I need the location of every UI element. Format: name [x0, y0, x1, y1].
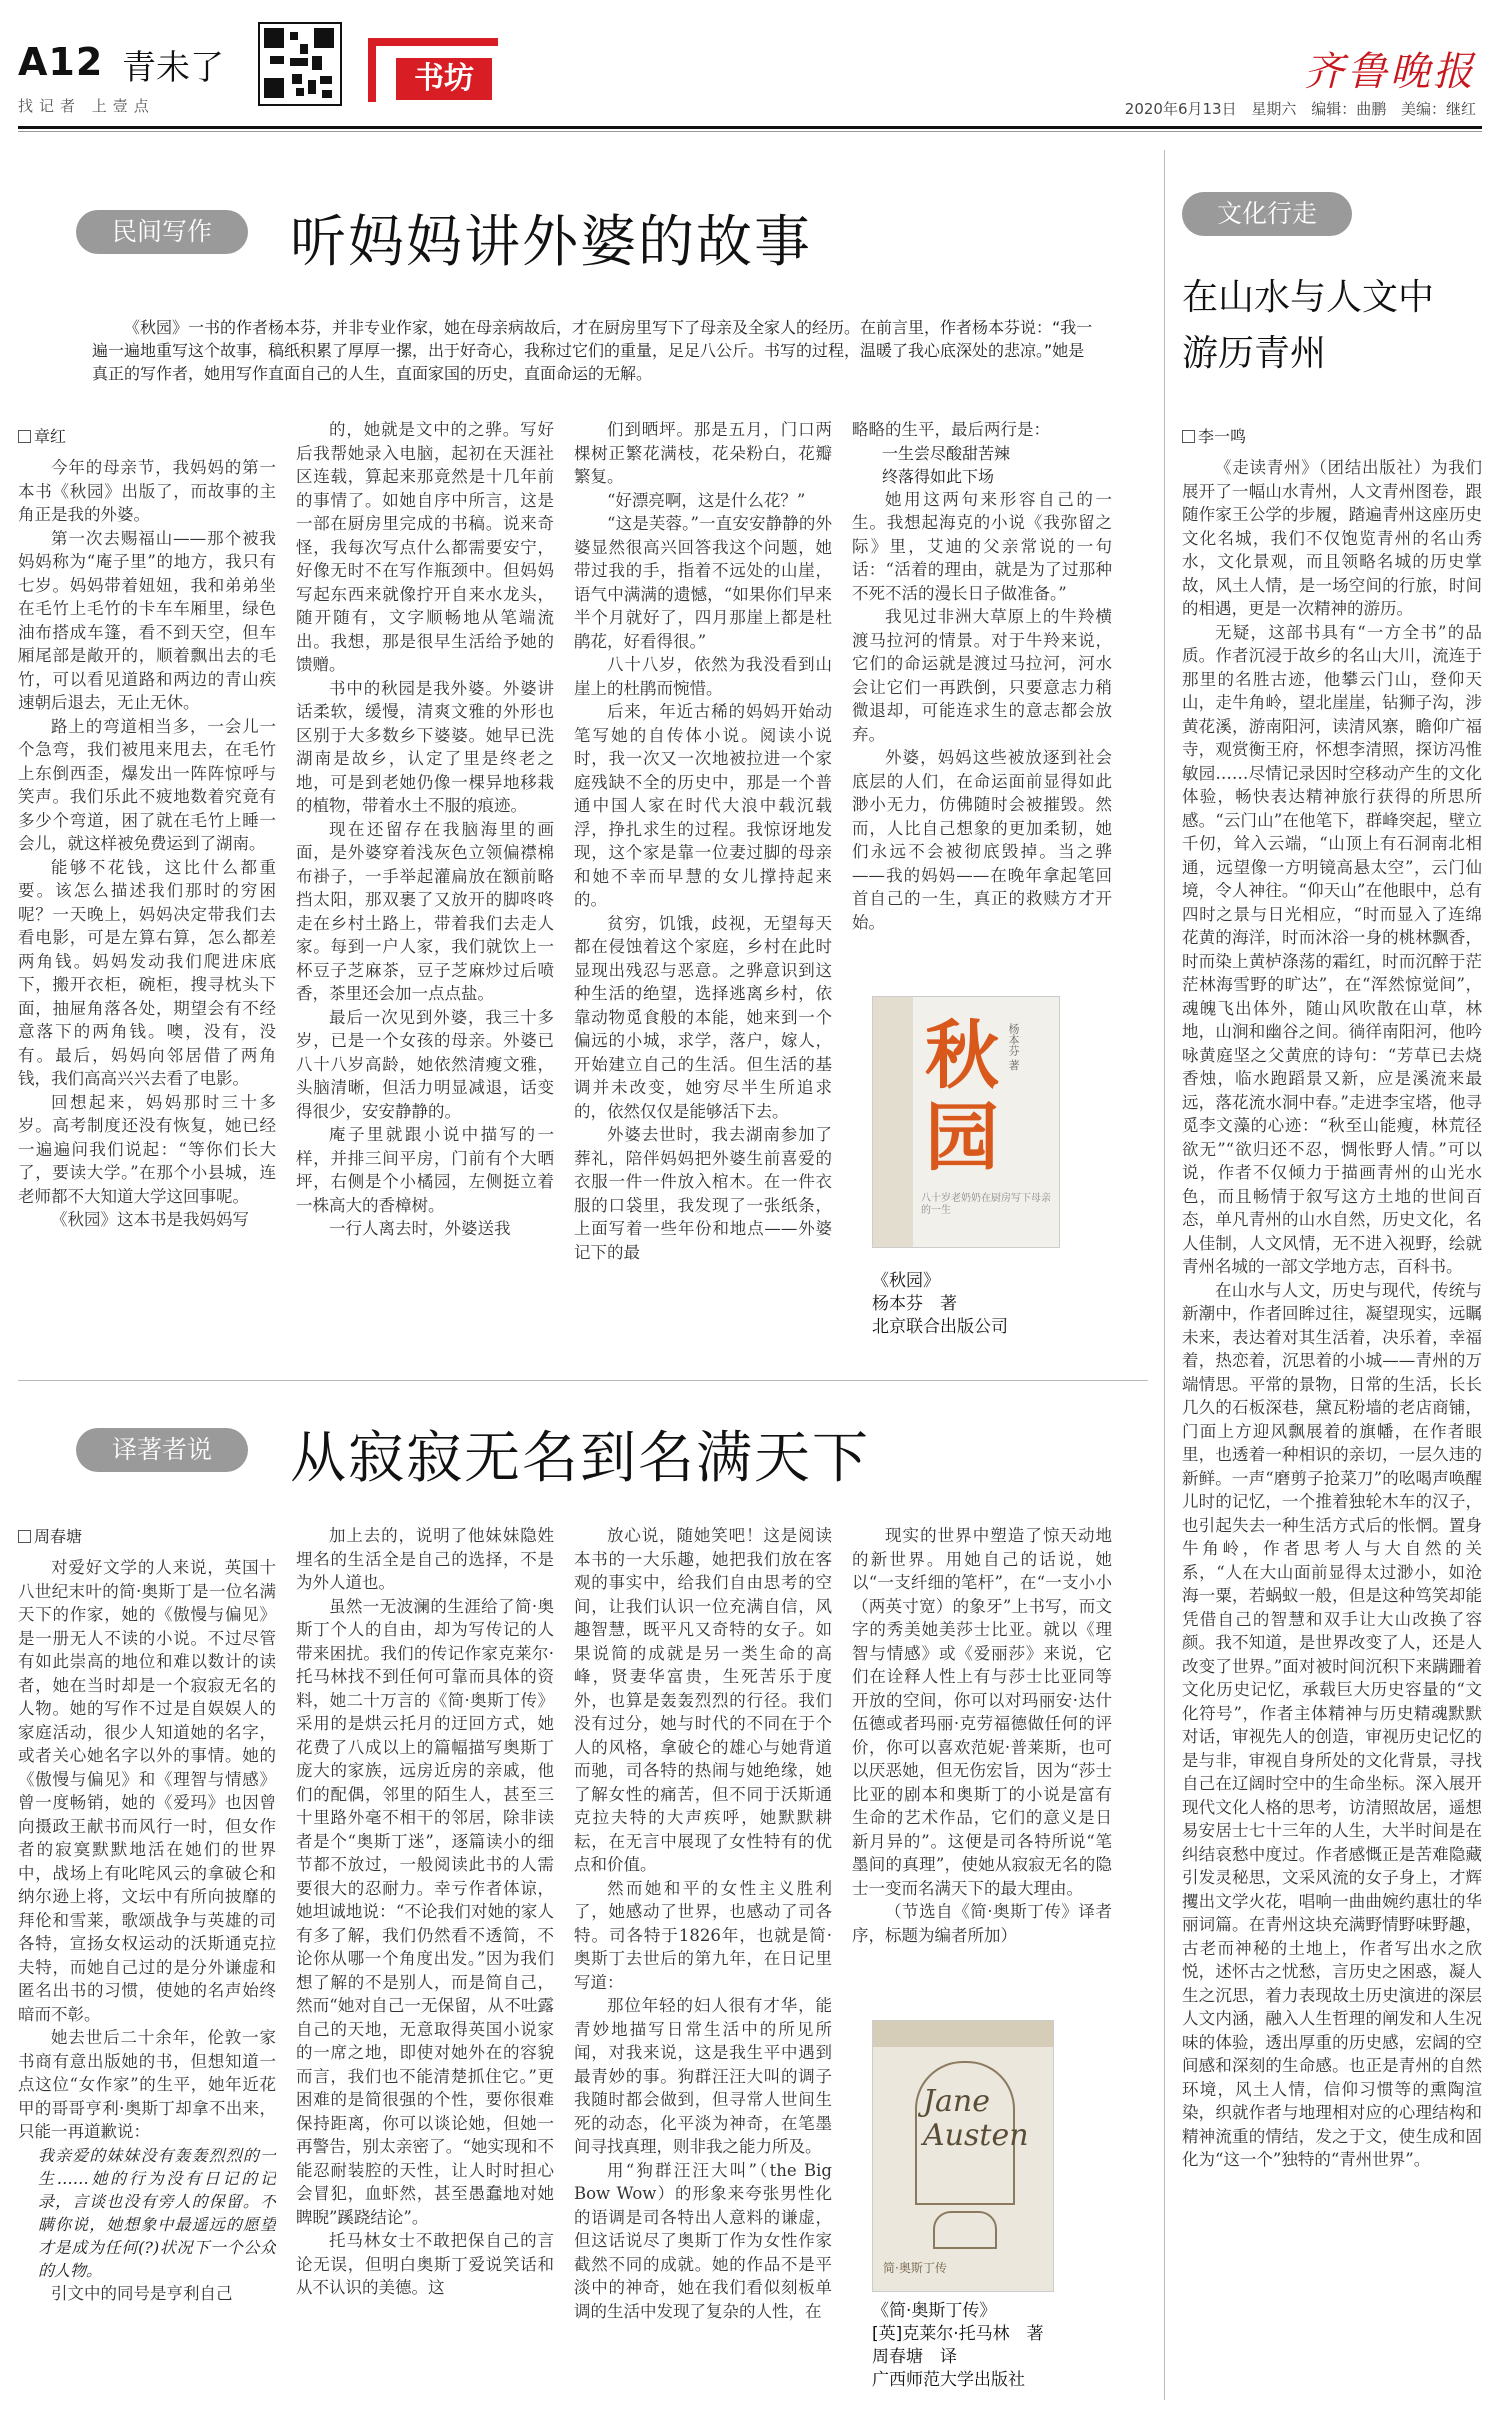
section-name: 青未了: [122, 48, 224, 88]
book-cover-title: 秋园: [925, 1013, 999, 1181]
section-tag-translator: 译著者说: [76, 1428, 248, 1472]
column-tab-label: 书坊: [396, 58, 492, 100]
article2-column-2: 加上去的，说明了他妹妹隐姓埋名的生活全是自己的选择，不是为外人道也。 虽然一无波澜的生涯给了简·奥斯丁个人的自由，却为写传记的人带来困扰。我们的传记作家克莱尔·托马林找不到任何可靠而具体的资料，她二十万言的《简·奥斯丁传》采用的是烘云托月的迂回方式，她花费了八成以上的篇幅描写奥斯丁庞大的家族，远房近房的亲戚，他们的配偶，邻里的陌生人，甚至三十里路外毫不相干的邻居，除非读者是个“奥斯丁迷”，逐篇读小的细节都不放过，一般阅读此书的人需要很大的忍耐力。幸亏作者体谅，她坦诚地说：“不论我们对她的家人有多了解，我们仍然看不透简，不论你从哪一个角度出发。”因为我们想了解的不是别人，而是简自己，然而“她对自己一无保留，从不吐露自己的天地，无意取得英国小说家的一席之地，即使对她外在的容貌而言，我们也不能清楚抓住它。”更困难的是简很强的个性，要你很难保持距离，你可以谈论她，但她一再警告，别太亲密了。“她实现和不能忍耐装腔的天性，让人时时担心会冒犯，血虾然，甚至愚蠢地对她睥睨”蹊跷结论”。 托马林女士不敢把保自己的言论无误，但明白奥斯丁爱说笑话和从不认识的美德。这: [296, 1526, 554, 2297]
column-tab: [368, 28, 498, 102]
article2-author: 周春塘: [18, 1524, 82, 1547]
newspaper-name: 齐鲁晚报: [1304, 49, 1476, 95]
article3-author: 李一鸣: [1182, 424, 1246, 447]
book-cover-jane-austen: [872, 2020, 1054, 2292]
header-rule: [18, 126, 1482, 129]
article1-author: 章红: [18, 424, 66, 447]
issue-weekday: 星期六: [1251, 100, 1297, 118]
book-spine: [873, 997, 913, 1247]
excerpt-note: （节选自《简·奥斯丁传》译者序，标题为编者所加）: [852, 1902, 1112, 1945]
article1-column-1: 今年的母亲节，我妈妈的第一本书《秋园》出版了，而故事的主角正是我的外婆。 第一次去赐福山——那个被我妈妈称为“庵子里”的地方，我只有七岁。妈妈带着妞妞，我和弟弟坐在毛竹上毛竹的卡车车厢里，绿色油布搭成车篷，看不到天空，但车厢尾部是敞开的，顺着飘出去的毛竹，可以看见道路和两边的青山疾速朝后退去，无止无休。 路上的弯道相当多，一会儿一个急弯，我们被甩来甩去，在毛竹上东倒西歪，爆发出一阵阵惊呼与笑声。我们乐此不疲地数着究竟有多少个弯道，困了就在毛竹上睡一会儿，就这样被免费运到了湖南。 能够不花钱，这比什么都重要。该怎么描述我们那时的穷困呢？一天晚上，妈妈决定带我们去看电影，可是左算右算，怎么都差两角钱。妈妈发动我们爬进床底下，搬开衣柜，碗柜，搜寻枕头下面，抽屉角落各处，期望会有不经意落下的两角钱。噢，没有，没有。最后，妈妈向邻居借了两角钱，我们高高兴兴去看了电影。 回想起来，妈妈那时三十多岁。高考制度还没有恢复，她已经一遍遍问我们说起：“等你们长大了，要读大学。”在那个小县城，连老师都不大知道大学这回事呢。 《秋园》这本书是我妈妈写: [18, 458, 276, 1229]
article1-lead: 《秋园》一书的作者杨本芬，并非专业作家，她在母亲病故后，才在厨房里写下了母亲及全家人的经历。在前言里，作者杨本芬说：“我一遍一遍地重写这个故事，稿纸积累了厚厚一摞，出于好奇心，我称过它们的重量，足足八公斤。书写的过程，温暖了我心底深处的悲凉。”她是真正的写作者，她用写作直面自己的人生，直面家国的历史，直面命运的无解。: [92, 318, 1093, 383]
poem-lines: 一生尝尽酸甜苦辣 终落得如此下场: [882, 443, 1011, 486]
book-cover-band: [873, 2021, 1053, 2047]
quote-henry: 我亲爱的妹妹没有轰轰烈烈的一生……她的行为没有日记的记录，言谈也没有旁人的保留。不瞒你说，她想象中最遥远的愿望才是成为任何(?)状况下一个公众的人物。: [38, 2145, 276, 2280]
book-cover-subtitle: 简·奥斯丁传: [883, 2261, 947, 2275]
article2-column-4: 现实的世界中塑造了惊天动地的新世界。用她自己的话说，她以“一支纤细的笔杆”，在“一支小小（两英寸宽）的象牙”上书写，而文字的秀美她美莎士比亚。就以《理智与情感》或《爱丽莎》来说，它们在诠释人性上有与莎士比亚同等开放的空间，你可以对玛丽安·达什伍德或者玛丽·克劳福德做任何的评价，你可以喜欢范妮·普莱斯，也可以厌恶她，但无伤宏旨，因为“莎士比亚的剧本和奥斯丁的小说是富有生命的艺术作品，它们的意义是日新月异的”。这便是司各特所说“笔墨间的真理”，使她从寂寂无名的隐士一变而名满天下的最大理由。 （节选自《简·奥斯丁传》译者序，标题为编者所加）: [852, 1524, 1112, 1954]
book2-caption: 《简·奥斯丁传》 [英]克莱尔·托马林 著 周春塘 译 广西师范大学出版社: [872, 2301, 1044, 2390]
article-divider: [18, 1380, 1148, 1381]
section-tag-culture-walk: 文化行走: [1182, 192, 1352, 236]
article2-title: 从寂寂无名到名满天下: [290, 1426, 870, 1491]
page-number: A12: [18, 40, 104, 84]
credits-line: 找记者 上壹点: [18, 97, 155, 115]
article3-column: 《走读青州》（团结出版社）为我们展开了一幅山水青州，人文青州图卷，跟随作家王公学的步履，踏遍青州这座历史文化名城，我们不仅饱览青州的名山秀水，文化景观，而且领略名城的历史掌故，风土人情，是一场空间的行旅，时间的相遇，更是一次精神的游历。 无疑，这部书具有“一方全书”的品质。作者沉浸于故乡的名山大川，流连于那里的名胜古迹，他攀云门山，登仰天山，走牛角岭，望北崖崖，钻狮子沟，涉黄花溪，游南阳河，读清风寨，瞻仰广福寺，观赏衡王府，怀想李清照，探访冯惟敏园……尽情记录因时空移动产生的文化体验，畅快表达精神旅行获得的所思所感。“云门山”在他笔下，群峰突起，壁立千仞，耸入云端，“山顶上有石洞南北相通，远望像一方明镜高悬太空”，云门仙境，令人神往。“仰天山”在他眼中，总有四时之景与日光相应，“时而显入了连绵花黄的海洋，时而沐浴一身的桃林飘香，时而染上黄栌涤荡的霜红，时而沉醉于茫茫林海雪野的旷达”，在“浑然惊觉间”，魂魄飞出体外，随山风吹散在山草，林地，山涧和幽谷之间。徜徉南阳河，他吟咏黄庭坚之父黄庶的诗句：“芳草已去烧香烛，临水跑蹈景又新，应是溪流来最远，落花流水洞中春。”走进李宝塔，他寻觅李文藻的心迹：“秋至山能瘦，林荒径欲无”“欲归还不忍，惆怅野人情。”可以说，作者不仅倾力于描画青州的山光水色，而且畅情于叙写这方土地的世间百态，单凡青州的山水自然，历史文化，名人佳制，人文风情，无不进入视野，绘就青州名城的一部文学地方志，百科书。 在山水与人文，历史与现代，传统与新潮中，作者回眸过往，凝望现实，远瞩未来，表达着对其生活着，决乐着，幸福着，热恋着，沉思着的小城——青州的万端情思。平常的景物，日常的生活，长长几久的石板深巷，黛瓦粉墙的老店商铺，门面上方迎风飘展着的旗幡，在作者眼里，也透着一种相识的亲切，一层久违的新鲜。一声“磨剪子抢菜刀”的吆喝声唤醒儿时的记忆，一个推着独轮木车的汉子，也引起失去一种生活方式后的怅惘。置身牛角岭，作者思考人与大自然的关系，“人在大山面前显得太过渺小，如沧海一粟，若蜗蚁一般，但是这种笃笑却能凭借自己的智慧和双手让大山改换了容颜。我不知道，是世界改变了人，还是人改变了世界。”面对被时间沉积下来蹒跚着文化历史记忆，承载巨大历史容量的“文化符号”，作者主体精神与历史精魂默默对话，审视先人的创造，审视历史记忆的是与非，审视自身所处的文化背景，寻找自己在辽阔时空中的生命坐标。深入展开现代文化人格的思考，访清照故居，遥想易安居士七十三年的人生，大半时间是在纠结哀愁中度过。作者感慨正是苦难隐藏引发灵秘思，文采风流的女子身上，才辉攫出文学火花，唱响一曲曲婉约惠壮的华丽词篇。在青州这块充满野情野味野趣，古老而神秘的土地上，作者写出水之欣悦，述怀古之忧愁，言历史之困惑，凝人生之沉思，着力表现故土历史演进的深层人文内涵，融入人生哲理的阐发和人生况味的体验，透出厚重的历史感，宏阔的空间感和深刻的生命感。也正是青州的自然环境，风土人情，信仰习惯等的熏陶渲染，织就作者与地理相对应的心理结构和精神流重的情结，发之于文，使生成和固化为“这一个”独特的“青州世界”。: [1182, 458, 1482, 2169]
article1-column-4: 略略的生平，最后两行是： 一生尝尽酸甜苦辣 终落得如此下场 她用这两句来形容自己的一生。我想起海克的小说《我弥留之际》里，艾迪的父亲常说的一句话：“活着的理由，就是为了过那种不死不活的漫长日子做准备。” 我见过非洲大草原上的牛羚横渡马拉河的情景。对于牛羚来说，它们的命运就是渡过马拉河，河水会让它们一再跌倒，只要意志力稍微退却，可能连求生的意志都会放弃。 外婆，妈妈这些被放逐到社会底层的人们，在命运面前显得如此渺小无力，仿佛随时会被摧毁。然而，人比自己想象的更加柔韧，她们永远不会被彻底毁掉。当之骅——我的妈妈——在晚年拿起笔回首自己的一生，真正的救赎方才开始。: [852, 420, 1112, 932]
article1-column-2: 的，她就是文中的之骅。写好后我帮她录入电脑，起初在天涯社区连载，算起来那竟然是十几年前的事情了。如她自序中所言，这是一部在厨房里完成的书稿。说来奇怪，我每次写点什么都需要安宁，好像无时不在写作瓶颈中。但妈妈写起东西来就像拧开自来水龙头，随开随有，文字顺畅地从笔端流出。我想，那是很早生活给予她的馈赠。 书中的秋园是我外婆。外婆讲话柔软，缓慢，清爽文雅的外形也区别于大多数乡下婆婆。她早已洗湖南是故乡，认定了里是终老之地，可是到老她仍像一棵异地移栽的植物，带着水土不服的痕迹。 现在还留存在我脑海里的画面，是外婆穿着浅灰色立领偏襟棉布褂子，一手举起灌扁放在额前略挡太阳，那双裹了又放开的脚咚咚走在乡村土路上，带着我们去走人家。每到一户人家，我们就饮上一杯豆子芝麻茶，豆子芝麻炒过后喷香，茶里还会加一点点盐。 最后一次见到外婆，我三十多岁，已是一个女孩的母亲。外婆已八十八岁高龄，她依然清瘦文雅，头脑清晰，但活力明显减退，话变得很少，安安静静的。 庵子里就跟小说中描写的一样，并排三间平房，门前有个大晒坪，右侧是个小橘园，左侧挺立着一株高大的香樟树。 一行人离去时，外婆送我: [296, 420, 554, 1238]
book-cover-chair: [933, 2211, 997, 2249]
book-cover-title: Jane Austen: [923, 2084, 1029, 2153]
article2-column-3: 放心说，随她笑吧！这是阅读本书的一大乐趣，她把我们放在客观的事实中，给我们自由思考的空间，让我们认识一位充满自信，风趣智慧，既平凡又奇特的女子。如果说简的成就是另一类生命的高峰，贤妻华富贵，生死苦乐于度外，也算是轰轰烈烈的行径。我们没有过分，她与时代的不同在于个人的风格，拿破仑的雄心与她背道而驰，司各特的热闹与她绝缘，她了解女性的痛苦，但不同于沃斯通克拉夫特的大声疾呼，她默默耕耘，在无言中展现了女性特有的优点和价值。 然而她和平的女性主义胜利了，她感动了世界，也感动了司各特。司各特于1826年，也就是简·奥斯丁去世后的第九年，在日记里写道： 那位年轻的妇人很有才华，能青妙地描写日常生活中的所见所闻，对我来说，这是我生平中遇到最青妙的事。狗群汪汪大叫的调子我随时都会做到，但寻常人世间生死的动态，化平淡为神奇，在笔墨间寻找真理，则非我之能力所及。 用“狗群汪汪大叫”（the Big Bow Wow）的形象来夸张男性化的语调是司各特出人意料的谦虚，但这话说尽了奥斯丁作为女性作家截然不同的成就。她的作品不是平淡中的神奇，她在我们看似刻板单调的生活中发现了复杂的人性，在: [574, 1526, 832, 2321]
section-tag-folk-writing: 民间写作: [76, 210, 248, 254]
sidebar-divider: [1164, 150, 1165, 2400]
issue-date: 2020年6月13日: [1124, 100, 1237, 118]
article1-title: 听妈妈讲外婆的故事: [290, 210, 812, 275]
article3-title: 在山水与人文中 游历青州: [1182, 277, 1435, 374]
book-cover-author: 杨本芬 著: [1007, 1023, 1020, 1071]
qr-code-icon: [258, 22, 342, 106]
book1-caption: 《秋园》 杨本芬 著 北京联合出版公司: [872, 1271, 1008, 1337]
book-cover-tagline: 八十岁老奶奶在厨房写下母亲的一生: [921, 1193, 1051, 1216]
article1-column-3: 们到晒坪。那是五月，门口两棵树正繁花满枝，花朵粉白，花瓣繁复。 “好漂亮啊，这是什么花？” “这是芙蓉。”一直安安静静的外婆显然很高兴回答我这个问题，她带过我的手，指着不远处的山崖，语气中满满的遗憾，“如果你们早来半个月就好了，四月那崖上都是杜鹃花，好看得很。” 八十八岁，依然为我没看到山崖上的杜鹃而惋惜。 后来，年近古稀的妈妈开始动笔写她的自传体小说。阅读小说时，我一次又一次地被拉进一个家庭残缺不全的历史中，那是一个普通中国人家在时代大浪中载沉载浮，挣扎求生的过程。我惊讶地发现，这个家是靠一位妻过脚的母亲和她不幸而早慧的女儿撑持起来的。 贫穷，饥饿，歧视，无望每天都在侵蚀着这个家庭，乡村在此时显现出残忍与恶意。之骅意识到这种生活的绝望，选择逃离乡村，依靠动物觅食般的本能，她来到一个偏远的小城，求学，落户，嫁人，开始建立自己的生活。但生活的基调并未改变，她穷尽半生所追求的，依然仅仅是能够活下去。 外婆去世时，我去湖南参加了葬礼，陪伴妈妈把外婆生前喜爱的衣服一件一件放入棺木。在一件衣服的口袋里，我发现了一张纸条，上面写着一些年份和地点——外婆记下的最: [574, 420, 832, 1262]
issue-meta: [1125, 98, 1476, 119]
book-cover-qiuyuan: [872, 996, 1060, 1248]
article2-column-1: 对爱好文学的人来说，英国十八世纪末叶的简·奥斯丁是一位名满天下的作家，她的《傲慢与偏见》是一册无人不读的小说。不过尽管有如此崇高的地位和难以数计的读者，她在当时却是一个寂寂无名的人物。她的写作不过是自娱娱人的家庭活动，很少人知道她的名字，或者关心她名字以外的事情。她的《傲慢与偏见》和《理智与情感》曾一度畅销，她的《爱玛》也因曾向摄政王献书而风行一时，但女作者的寂寞默默地活在她们的世界中，战场上有叱咤风云的拿破仑和纳尔逊上将，文坛中有所向披靡的拜伦和雪莱，歌颂战争与英雄的司各特，宣扬女权运动的沃斯通克拉夫特，而她自己过的是分外谦虚和匿名出书的习惯，使她的名声始终暗而不彰。 她去世后二十余年，伦敦一家书商有意出版她的书，但想知道一点这位“女作家”的生平，她年近花甲的哥哥亨利·奥斯丁却拿不出来，只能一再道歉说： 我亲爱的妹妹没有轰轰烈烈的一生……她的行为没有日记的记录，言谈也没有旁人的保留。不瞒你说，她想象中最遥远的愿望才是成为任何(?)状况下一个公众的人物。 引文中的同号是亨利自己: [18, 1558, 276, 2303]
editor-credit: 编辑：曲鹏: [1311, 100, 1387, 118]
designer-credit: 美编：继红: [1400, 100, 1476, 118]
header-rule-thin: [18, 131, 1482, 132]
